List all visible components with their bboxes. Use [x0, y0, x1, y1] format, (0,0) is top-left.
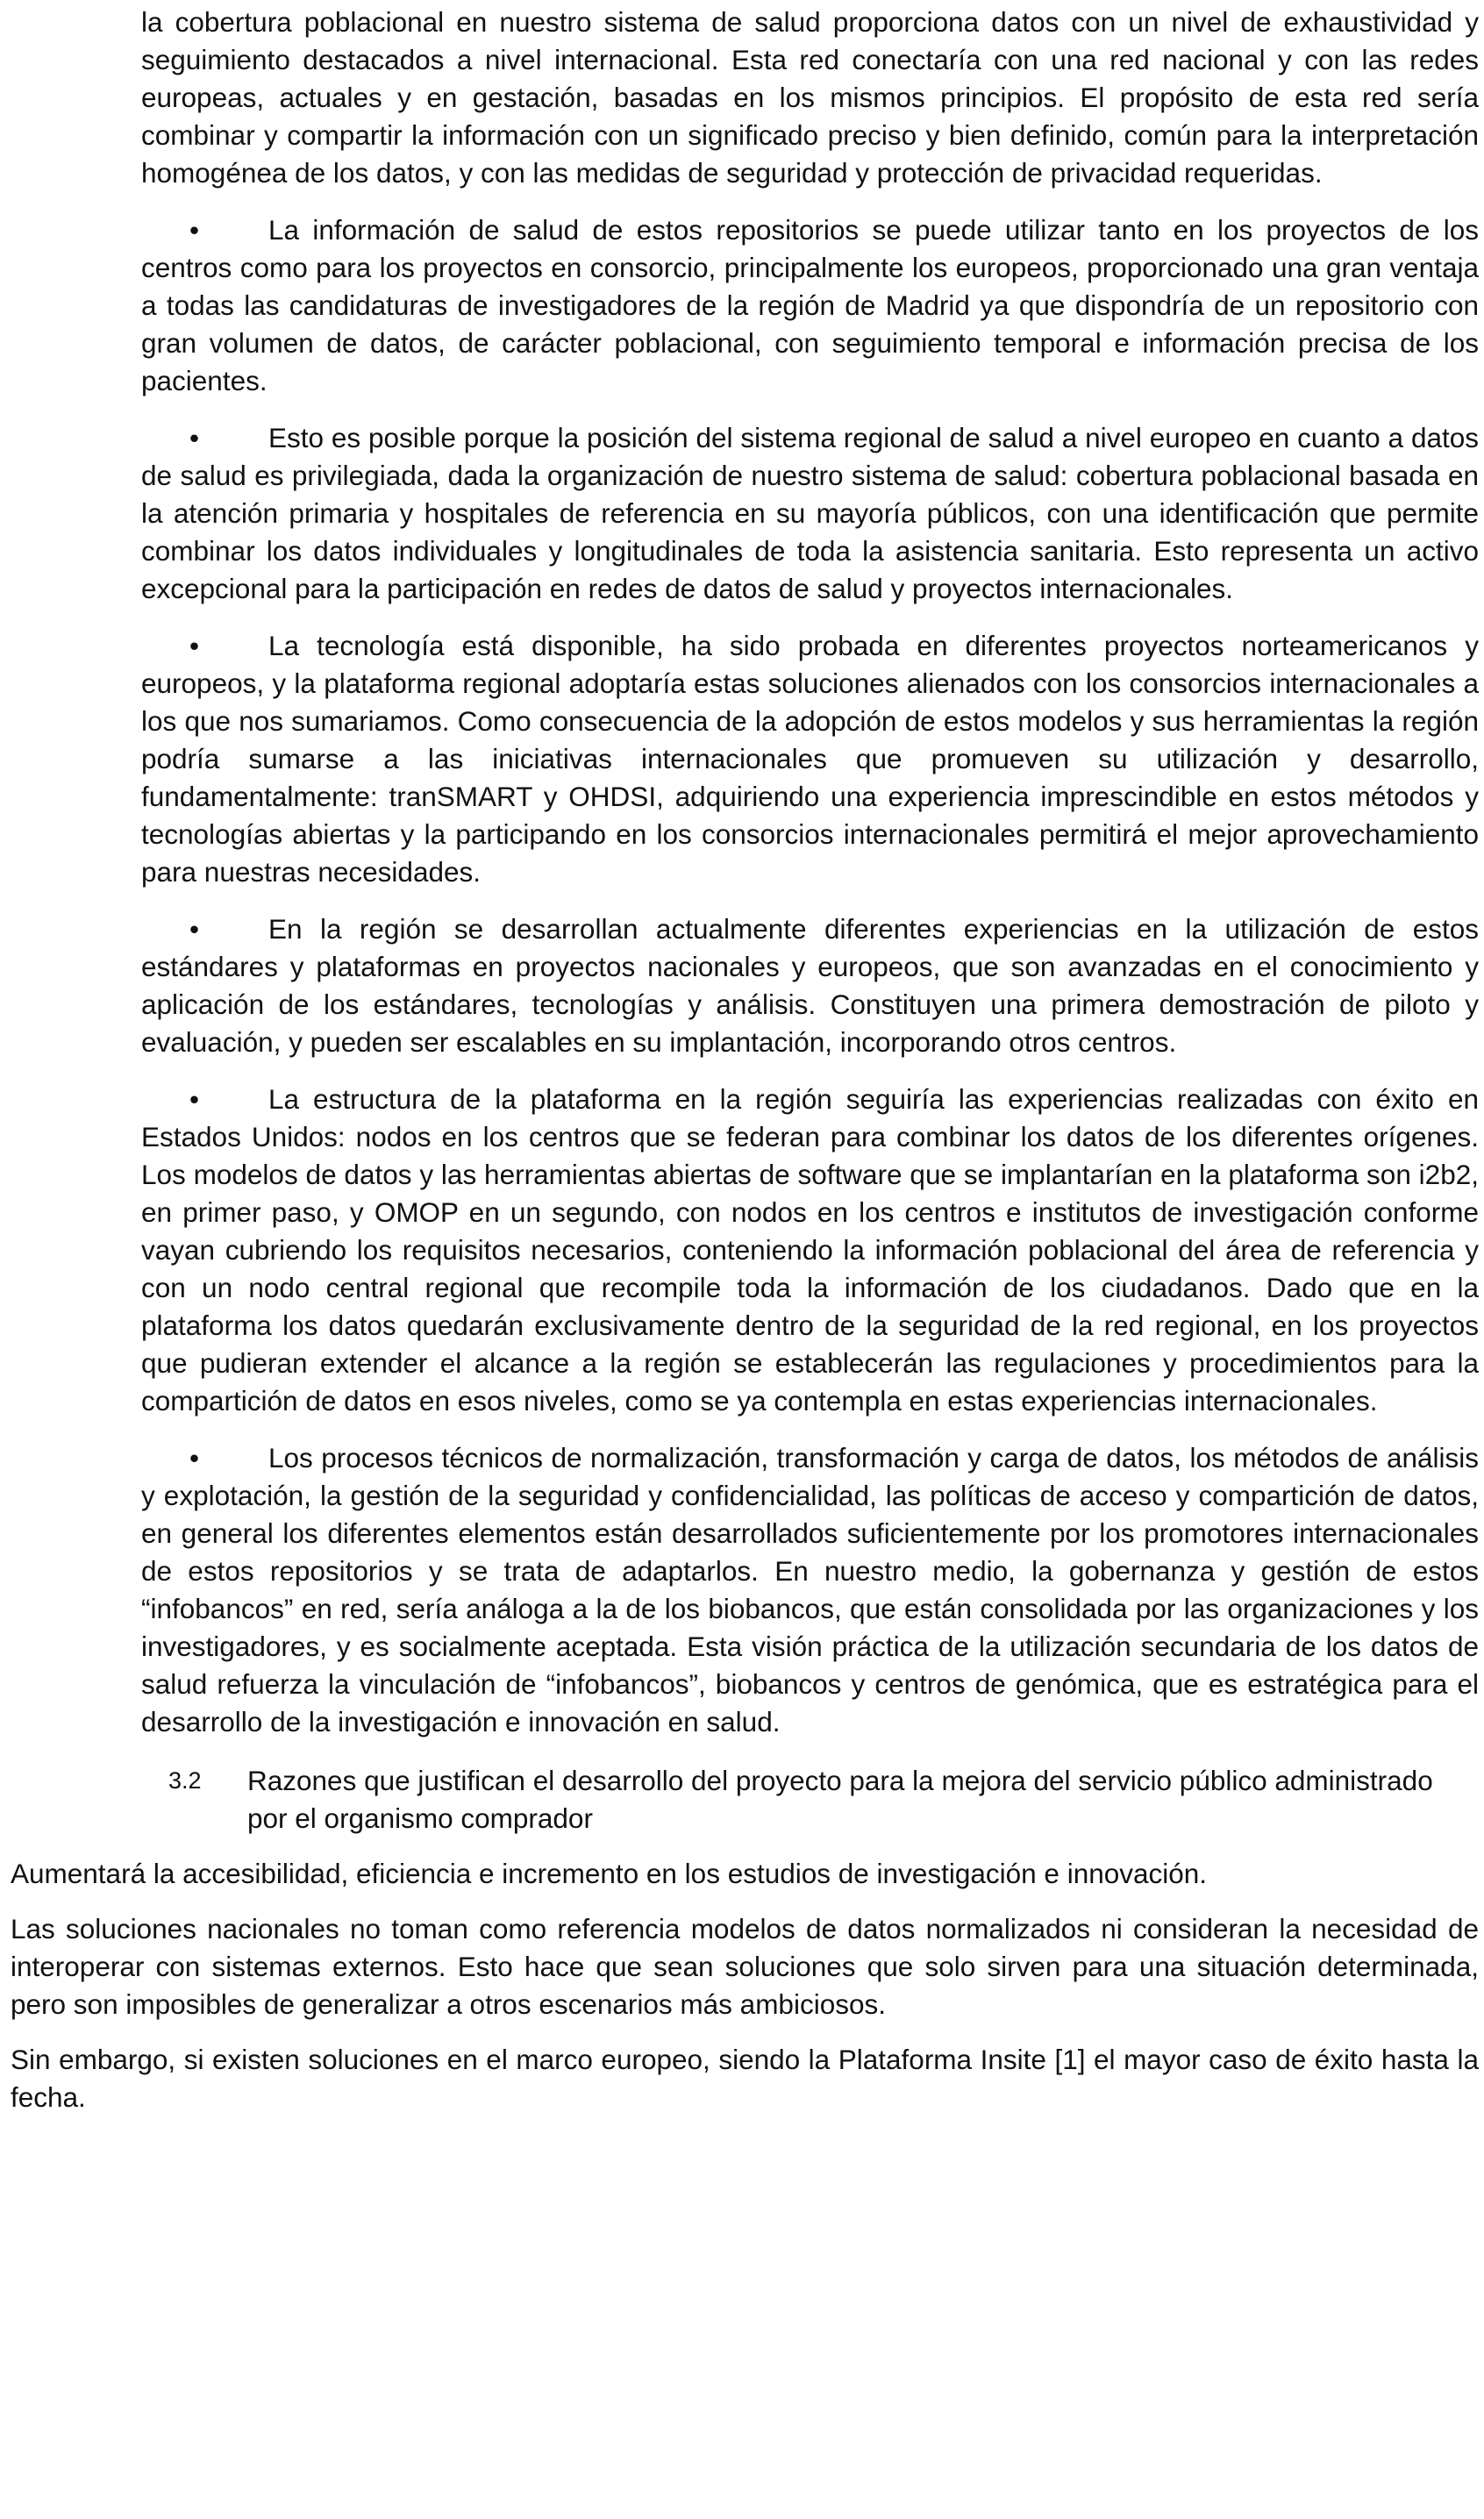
bullet-item: [141, 419, 1479, 608]
section-heading: [168, 1762, 1479, 1838]
bullet-text: Los procesos técnicos de normalización, transformación y carga de datos, los métodos de análisis y explotación, la gestión de la seguridad y confidencialidad, las políticas de acceso y compartición de datos, en general los diferentes elementos están desarrollados suficientemente por los promotores internacionales de estos repositorios y se trata de adaptarlos. En nuestro medio, la gobernanza y gestión de estos “infobancos” en red, sería análoga a la de los biobancos, que están consolidada por las organizaciones y los investigadores, y es socialmente aceptada. Esta visión práctica de la utilización secundaria de los datos de salud refuerza la vinculación de “infobancos”, biobancos y centros de genómica, que es estratégica para el desarrollo de la investigación e innovación en salud.: [141, 1442, 1479, 1738]
bullet-item: [141, 627, 1479, 891]
bullet-text: La información de salud de estos repositorios se puede utilizar tanto en los proyectos de los centros como para los proyectos en consorcio, principalmente los europeos, proporcionado una gran ventaja a todas las candidaturas de investigadores de la región de Madrid ya que dispondría de un repositorio con gran volumen de datos, de carácter poblacional, con seguimiento temporal e información precisa de los pacientes.: [141, 214, 1479, 396]
bullet-item: [141, 910, 1479, 1061]
bullet-marker: •: [189, 422, 200, 453]
bullet-text: Esto es posible porque la posición del sistema regional de salud a nivel europeo en cuanto a datos de salud es privilegiada, dada la organización de nuestro sistema de salud: cobertura poblacional basada en la atención primaria y hospitales de referencia en su mayoría públicos, con una identificación que permite combinar los datos individuales y longitudinales de toda la asistencia sanitaria. Esto representa un activo excepcional para la participación en redes de datos de salud y proyectos internacionales.: [141, 422, 1479, 604]
bullet-marker: •: [189, 1083, 200, 1115]
bullet-text: La tecnología está disponible, ha sido probada en diferentes proyectos norteamericanos y europeos, y la plataforma regional adoptaría estas soluciones alienados con los consorcios internacionales a los que nos sumariamos. Como consecuencia de la adopción de estos modelos y sus herramientas la región podría sumarse a las iniciativas internacionales que promueven su utilización y desarrollo, fundamentalmente: tranSMART y OHDSI, adquiriendo una experiencia imprescindible en estos métodos y tecnologías abiertas y la participando en los consorcios internacionales permitirá el mejor aprovechamiento para nuestras necesidades.: [141, 630, 1479, 888]
bullet-item: [141, 1439, 1479, 1741]
closing-paragraph: Sin embargo, si existen soluciones en el marco europeo, siendo la Plataforma Insite [1] el mayor caso de éxito hasta la fecha.: [11, 2044, 1479, 2113]
bullet-item: [141, 211, 1479, 400]
section-number: 3.2: [168, 1767, 202, 1794]
bullet-marker: •: [189, 913, 200, 945]
bullet-item: [141, 1081, 1479, 1420]
bullet-marker: •: [189, 1442, 200, 1474]
bullet-text: La estructura de la plataforma en la región seguiría las experiencias realizadas con éxito en Estados Unidos: nodos en los centros que se federan para combinar los datos de los diferentes orígenes. Los modelos de datos y las herramientas abiertas de software que se implantarían en la plataforma son i2b2, en primer paso, y OMOP en un segundo, con nodos en los centros e institutos de investigación conforme vayan cubriendo los requisitos necesarios, conteniendo la información poblacional del área de referencia y con un nodo central regional que recompile toda la información de los ciudadanos. Dado que en la plataforma los datos quedarán exclusivamente dentro de la seguridad de la red regional, en los proyectos que pudieran extender el alcance a la región se establecerán las regulaciones y procedimientos para la compartición de datos en esos niveles, como se ya contempla en estas experiencias internacionales.: [141, 1083, 1479, 1416]
bullet-text: En la región se desarrollan actualmente diferentes experiencias en la utilización de estos estándares y plataformas en proyectos nacionales y europeos, que son avanzadas en el conocimiento y aplicación de los estándares, tecnologías y análisis. Constituyen una primera demostración de piloto y evaluación, y pueden ser escalables en su implantación, incorporando otros centros.: [141, 913, 1479, 1058]
bullet-marker: •: [189, 214, 200, 246]
section-title: Razones que justifican el desarrollo del proyecto para la mejora del servicio público administrado por el organismo comprador: [247, 1765, 1433, 1834]
document-page: [0, 4, 1484, 2116]
bullet-marker: •: [189, 630, 200, 661]
closing-paragraph: Aumentará la accesibilidad, eficiencia e incremento en los estudios de investigación e innovación.: [11, 1858, 1208, 1889]
closing-paragraph: Las soluciones nacionales no toman como referencia modelos de datos normalizados ni consideran la necesidad de interoperar con sistemas externos. Esto hace que sean soluciones que solo sirven para una situación determinada, pero son imposibles de generalizar a otros escenarios más ambiciosos.: [11, 1913, 1479, 2020]
intro-paragraph: la cobertura poblacional en nuestro sistema de salud proporciona datos con un nivel de exhaustividad y seguimiento destacados a nivel internacional. Esta red conectaría con una red nacional y con las redes europeas, actuales y en gestación, basadas en los mismos principios. El propósito de esta red sería combinar y compartir la información con un significado preciso y bien definido, común para la interpretación homogénea de los datos, y con las medidas de seguridad y protección de privacidad requeridas.: [141, 6, 1479, 189]
